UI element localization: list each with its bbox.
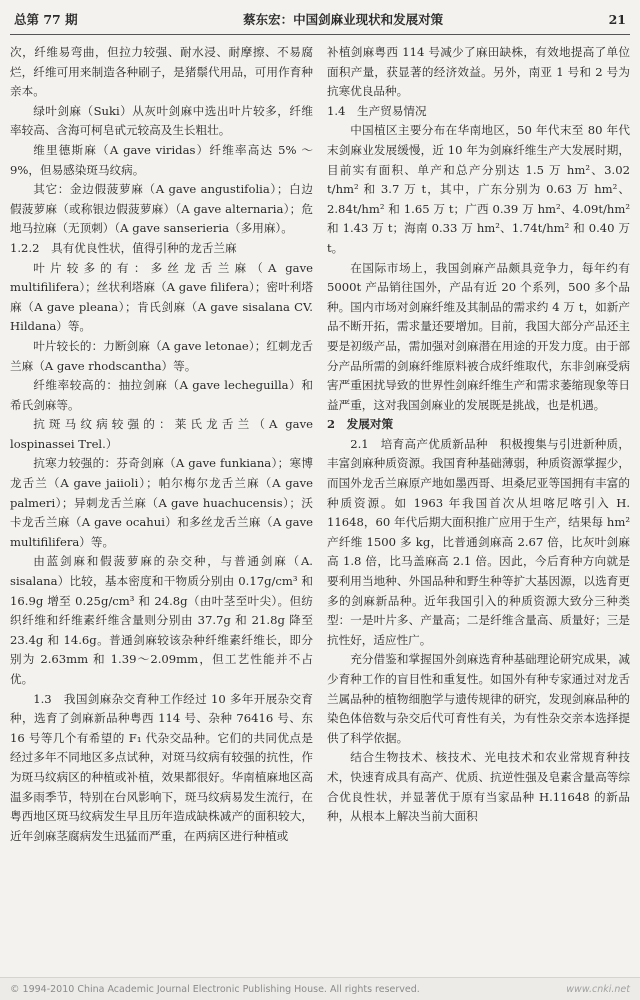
paragraph: 次，纤维易弯曲，但拉力较强、耐水浸、耐摩擦、不易腐烂，纤维可用来制造各种刷子，是猪鬃代用品，可用作育种亲本。 [10, 45, 313, 99]
copyright-notice: © 1994-2010 China Academic Journal Electronic Publishing House. All rights reserved. [10, 983, 420, 995]
paragraph: 1.2.2 具有优良性状，值得引种的龙舌兰麻 [10, 240, 237, 255]
paragraph: 叶片较长的：力断剑麻（A gave letonae）；红刺龙舌兰麻（A gave rhodscantha）等。 [10, 338, 313, 373]
page-number: 21 [608, 11, 626, 27]
paragraph: 纤维率较高的：抽拉剑麻（A gave lecheguilla）和希氏剑麻等。 [10, 378, 313, 412]
paragraph: 2 发展对策 [327, 417, 394, 432]
running-title: 蔡东宏：中国剑麻业现状和发展对策 [243, 12, 444, 27]
right-column [327, 43, 630, 846]
paragraph: 维里德斯麻（A gave viridas）纤维率高达 5% ～ 9%，但易感染斑马纹病。 [10, 142, 313, 177]
paragraph: 补植剑麻粤西 114 号减少了麻田缺株，有效地提高了单位面积产量，获显著的经济效益。另外，南亚 1 号和 2 号为抗寒优良品种。 [327, 45, 630, 99]
paragraph: 叶片较多的有：多丝龙舌兰麻（A gave multifilifera）；丝状利塔麻（A gave filifera）；密叶利塔麻（A gave pleana）；肯氏剑麻（A gave sisalana CV. Hildana）等。 [10, 260, 313, 334]
body-columns [10, 43, 630, 846]
paragraph: 由蓝剑麻和假菠萝麻的杂交种，与普通剑麻（A. sisalana）比较，基本密度和干物质分别由 0.17g/cm³ 和 16.9g 增至 0.25g/cm³ 和 24.8g（由叶茎至叶尖）。但纺织纤维和纤维素纤维含量则分别由 37.7g 和 21.8g 降至 23.4g 和 14.6g。普通剑麻较该杂种纤维素纤维长，即分别为 2.63mm 和 1.39～2.09mm，但工艺性能并不占优。 [10, 554, 313, 686]
page-header [10, 10, 630, 35]
paragraph: 绿叶剑麻（Suki）从灰叶剑麻中选出叶片较多，纤维率较高、含海可柯皂甙元较高及生长粗壮。 [10, 103, 313, 138]
paragraph: 中国植区主要分布在华南地区，50 年代末至 80 年代末剑麻业发展缓慢，近 10 年为剑麻纤维生产大发展时期，目前实有面积、单产和总产分别达 1.5 万 hm²、3.02 t/hm² 和 3.7 万 t，其中，广东分别为 0.63 万 hm²、2.84t/hm² 和 1.65 万 t；广西 0.39 万 hm²、4.09t/hm² 和 1.43 万 t；海南 0.33 万 hm²、1.74t/hm² 和 0.40 万 t。 [327, 123, 630, 255]
paragraph: 抗斑马纹病较强的：莱氏龙舌兰（A gave lospinassei Trel.） [10, 417, 313, 451]
left-column [10, 43, 313, 846]
issue-label: 总第 77 期 [14, 12, 78, 27]
paragraph: 其它：金边假菠萝麻（A gave angustifolia）；白边假菠萝麻（或称银边假菠萝麻）（A gave alternaria）；危地马拉麻（无顶刺）（A gave sanserieria（多用麻）。 [10, 182, 313, 236]
watermark-text: www.cnki.net [566, 983, 630, 995]
paragraph: 2.1 培育高产优质新品种 积极搜集与引进新种质，丰富剑麻种质资源。我国育种基础薄弱，种质资源掌握少，而国外龙舌兰麻原产地如墨西哥、坦桑尼亚等国拥有丰富的种质资源。如 1963 年我国首次从坦喀尼喀引入 H. 11648，60 年代后期大面积推广应用于生产，结果每 hm² 产纤维 1500 多 kg，比普通剑麻高 2.67 倍，比灰叶剑麻高 1.8 倍，比马盖麻高 2.1 倍。因此，今后育种方向就是要利用当地种、外国品种和野生种等扩大基因源，以选育更多的剑麻新品种。近年我国引入的种质资源大致分三种类型：一是叶片多、产量高；二是纤维含量高、质量好；三是抗性好，适应性广。 [327, 436, 630, 647]
page-footer [0, 977, 640, 1000]
paragraph: 在国际市场上，我国剑麻产品颇具竞争力，每年约有 5000t 产品销往国外，产品有近 20 个系列，500 多个品种。国内市场对剑麻纤维及其制品的需求约 4 万 t，如新产品不断开拓，需求量还要增加。目前，我国大部分产品还主要是初级产品，需加强对剑麻潜在用途的开发力度。由于部分产品所需的剑麻纤维原料被合成纤维取代，东非剑麻受病害严重困扰导致的世界性剑麻纤维生产和需求萎缩现象等日益严重，这对我国剑麻业的发展既是挑战，也是机遇。 [327, 260, 630, 412]
paragraph: 抗寒力较强的：芬奇剑麻（A gave funkiana）；寒博龙舌兰（A gave jaiioli）；帕尔梅尔龙舌兰麻（A gave palmeri）；异刺龙舌兰麻（A gave huachucensis）；沃卡龙舌兰麻（A gave ocahui）和多丝龙舌兰麻（A gave multifilifera）等。 [10, 456, 313, 549]
paragraph: 充分借鉴和掌握国外剑麻选育种基础理论研究成果，减少育种工作的盲目性和重复性。如国外有种专家通过对龙舌兰属品种的植物细胞学与遗传规律的研究，发现剑麻品种的染色体倍数与杂交后代可育性有关，为有性杂交亲本选择提供了科学依据。 [327, 652, 630, 745]
paragraph: 结合生物技术、核技术、光电技术和农业常规育种技术，快速育成具有高产、优质、抗逆性强及皂素含量高等综合优良性状，并显著优于原有当家品种 H.11648 的新品种，从根本上解决当前大面积 [327, 750, 630, 824]
paragraph: 1.4 生产贸易情况 [327, 103, 427, 118]
paragraph: 1.3 我国剑麻杂交育种工作经过 10 多年开展杂交育种，选育了剑麻新品种粤西 114 号、杂种 76416 号、东 16 号等几个有希望的 F₁ 代杂交品种。它们的共同优点是经过多年不同地区多点试种，对斑马纹病有较强的抗性，作为斑马纹病区的种植或补植，效果都很好。华南植麻地区高温多雨季节，特别在台风影响下，斑马纹病易发生流行，在粤西地区斑马纹病发生早且历年造成缺株减产的面积较大，近年剑麻茎腐病发生迅猛而严重，在两病区进行种植或 [10, 691, 313, 843]
